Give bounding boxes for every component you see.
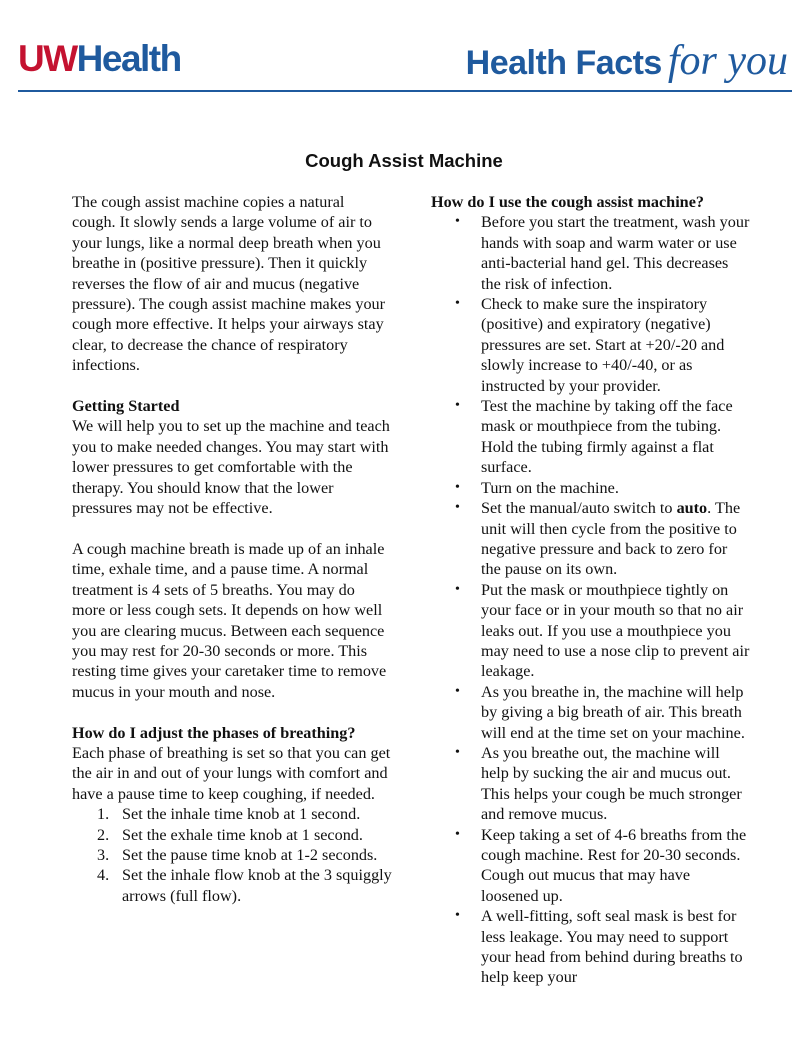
list-item [431,682,751,743]
bullet-icon: • [455,479,460,495]
list-item [431,396,751,478]
list-item [431,743,751,825]
step-number: 4. [97,866,110,885]
list-item [431,498,751,580]
bullet-text-after: . The unit will then cycle from the positive to negative pressure and back to zero for the pause on its own. [481,499,741,579]
bullet-text: As you breathe out, the machine will help by sucking the air and mucus out. This helps your cough be much stronger and remove mucus. [481,743,742,824]
usage-bullet-list [431,212,751,987]
list-item [431,906,751,988]
step-number: 1. [97,805,110,824]
list-item [72,804,392,824]
bullet-icon: • [455,683,460,699]
bullet-text: As you breathe in, the machine will help by giving a big breath of air. This breath will end at the time set on your machine. [481,682,745,742]
auto-setting-text: auto [676,499,708,518]
left-column [72,192,392,906]
uw-health-logo [18,40,181,77]
bullet-text: Before you start the treatment, wash your hands with soap and warm water or use anti-bacterial hand gel. This decreases the risk of infection. [481,213,750,293]
bullet-icon: • [455,296,460,312]
header-divider [18,90,792,92]
brand-italic-text: for you [667,38,788,84]
list-item [431,294,751,396]
getting-started-heading: Getting Started [72,397,180,416]
bullet-text-before: Set the manual/auto switch to [481,499,677,518]
step-text: Set the pause time knob at 1-2 seconds. [122,845,378,864]
bullet-icon: • [455,500,460,516]
page-title: Cough Assist Machine [305,150,503,171]
logo-uw-text: UW [18,38,77,79]
list-item [431,478,751,498]
bullet-icon: • [455,744,460,760]
list-item [72,825,392,845]
getting-started-paragraph: We will help you to set up the machine and teach you to make needed changes. You may start with lower pressures to get comfortable with the therapy. You should know that the lower pressures may not be effective. [72,417,390,518]
bullet-text: Test the machine by taking off the face mask or mouthpiece from the tubing. Hold the tubing firmly against a flat surface. [481,397,733,477]
list-item [72,865,392,906]
bullet-icon: • [455,581,460,597]
bullet-text: Check to make sure the inspiratory (positive) and expiratory (negative) pressures are set. Start at +20/-20 and slowly increase to +40/-40, or as instructed by your provider. [481,295,725,395]
list-item [72,845,392,865]
step-number: 3. [97,845,110,864]
step-number: 2. [97,825,110,844]
step-text: Set the inhale time knob at 1 second. [122,805,361,824]
usage-heading: How do I use the cough assist machine? [431,193,704,211]
logo-health-text: Health [76,38,181,79]
phases-paragraph: Each phase of breathing is set so that you can get the air in and out of your lungs with comfort and have a pause time to keep coughing, if needed. [72,743,391,803]
bullet-icon: • [455,398,460,414]
intro-paragraph: The cough assist machine copies a natural cough. It slowly sends a large volume of air to your lungs, like a normal deep breath when you breathe in (positive pressure). Then it quickly reverses the flow of air and mucus (negative pressure). The cough assist machine makes your cough more effective. It helps your airways stay clear, to decrease the chance of respiratory infections. [72,193,386,375]
list-item [431,580,751,682]
right-column [431,192,751,988]
bullet-icon: • [455,908,460,924]
list-item [431,825,751,907]
bullet-text: Keep taking a set of 4-6 breaths from the cough machine. Rest for 20-30 seconds. Cough out mucus that may have loosened up. [481,825,747,905]
bullet-icon: • [455,214,460,230]
step-text: Set the exhale time knob at 1 second. [122,825,363,844]
health-facts-brand [466,40,788,82]
bullet-text: Put the mask or mouthpiece tightly on your face or in your mouth so that no air leaks out. If you use a mouthpiece you may need to use a nose clip to prevent air leakage. [481,580,750,681]
brand-main-text: Health Facts [465,44,662,82]
step-text: Set the inhale flow knob at the 3 squiggly arrows (full flow). [122,866,392,905]
bullet-text: Turn on the machine. [481,478,619,497]
phases-heading: How do I adjust the phases of breathing? [72,723,356,742]
breath-paragraph: A cough machine breath is made up of an inhale time, exhale time, and a pause time. A normal treatment is 4 sets of 5 breaths. You may do more or less cough sets. It depends on how well you are clearing mucus. Between each sequence you may rest for 20-30 seconds or more. This resting time gives your caretaker time to remove mucus in your mouth and nose. [72,539,387,701]
steps-list [72,804,392,906]
list-item [431,212,751,294]
bullet-text: A well-fitting, soft seal mask is best for less leakage. You may need to support your head from behind during breaths to help keep your [481,907,743,987]
bullet-icon: • [455,826,460,842]
